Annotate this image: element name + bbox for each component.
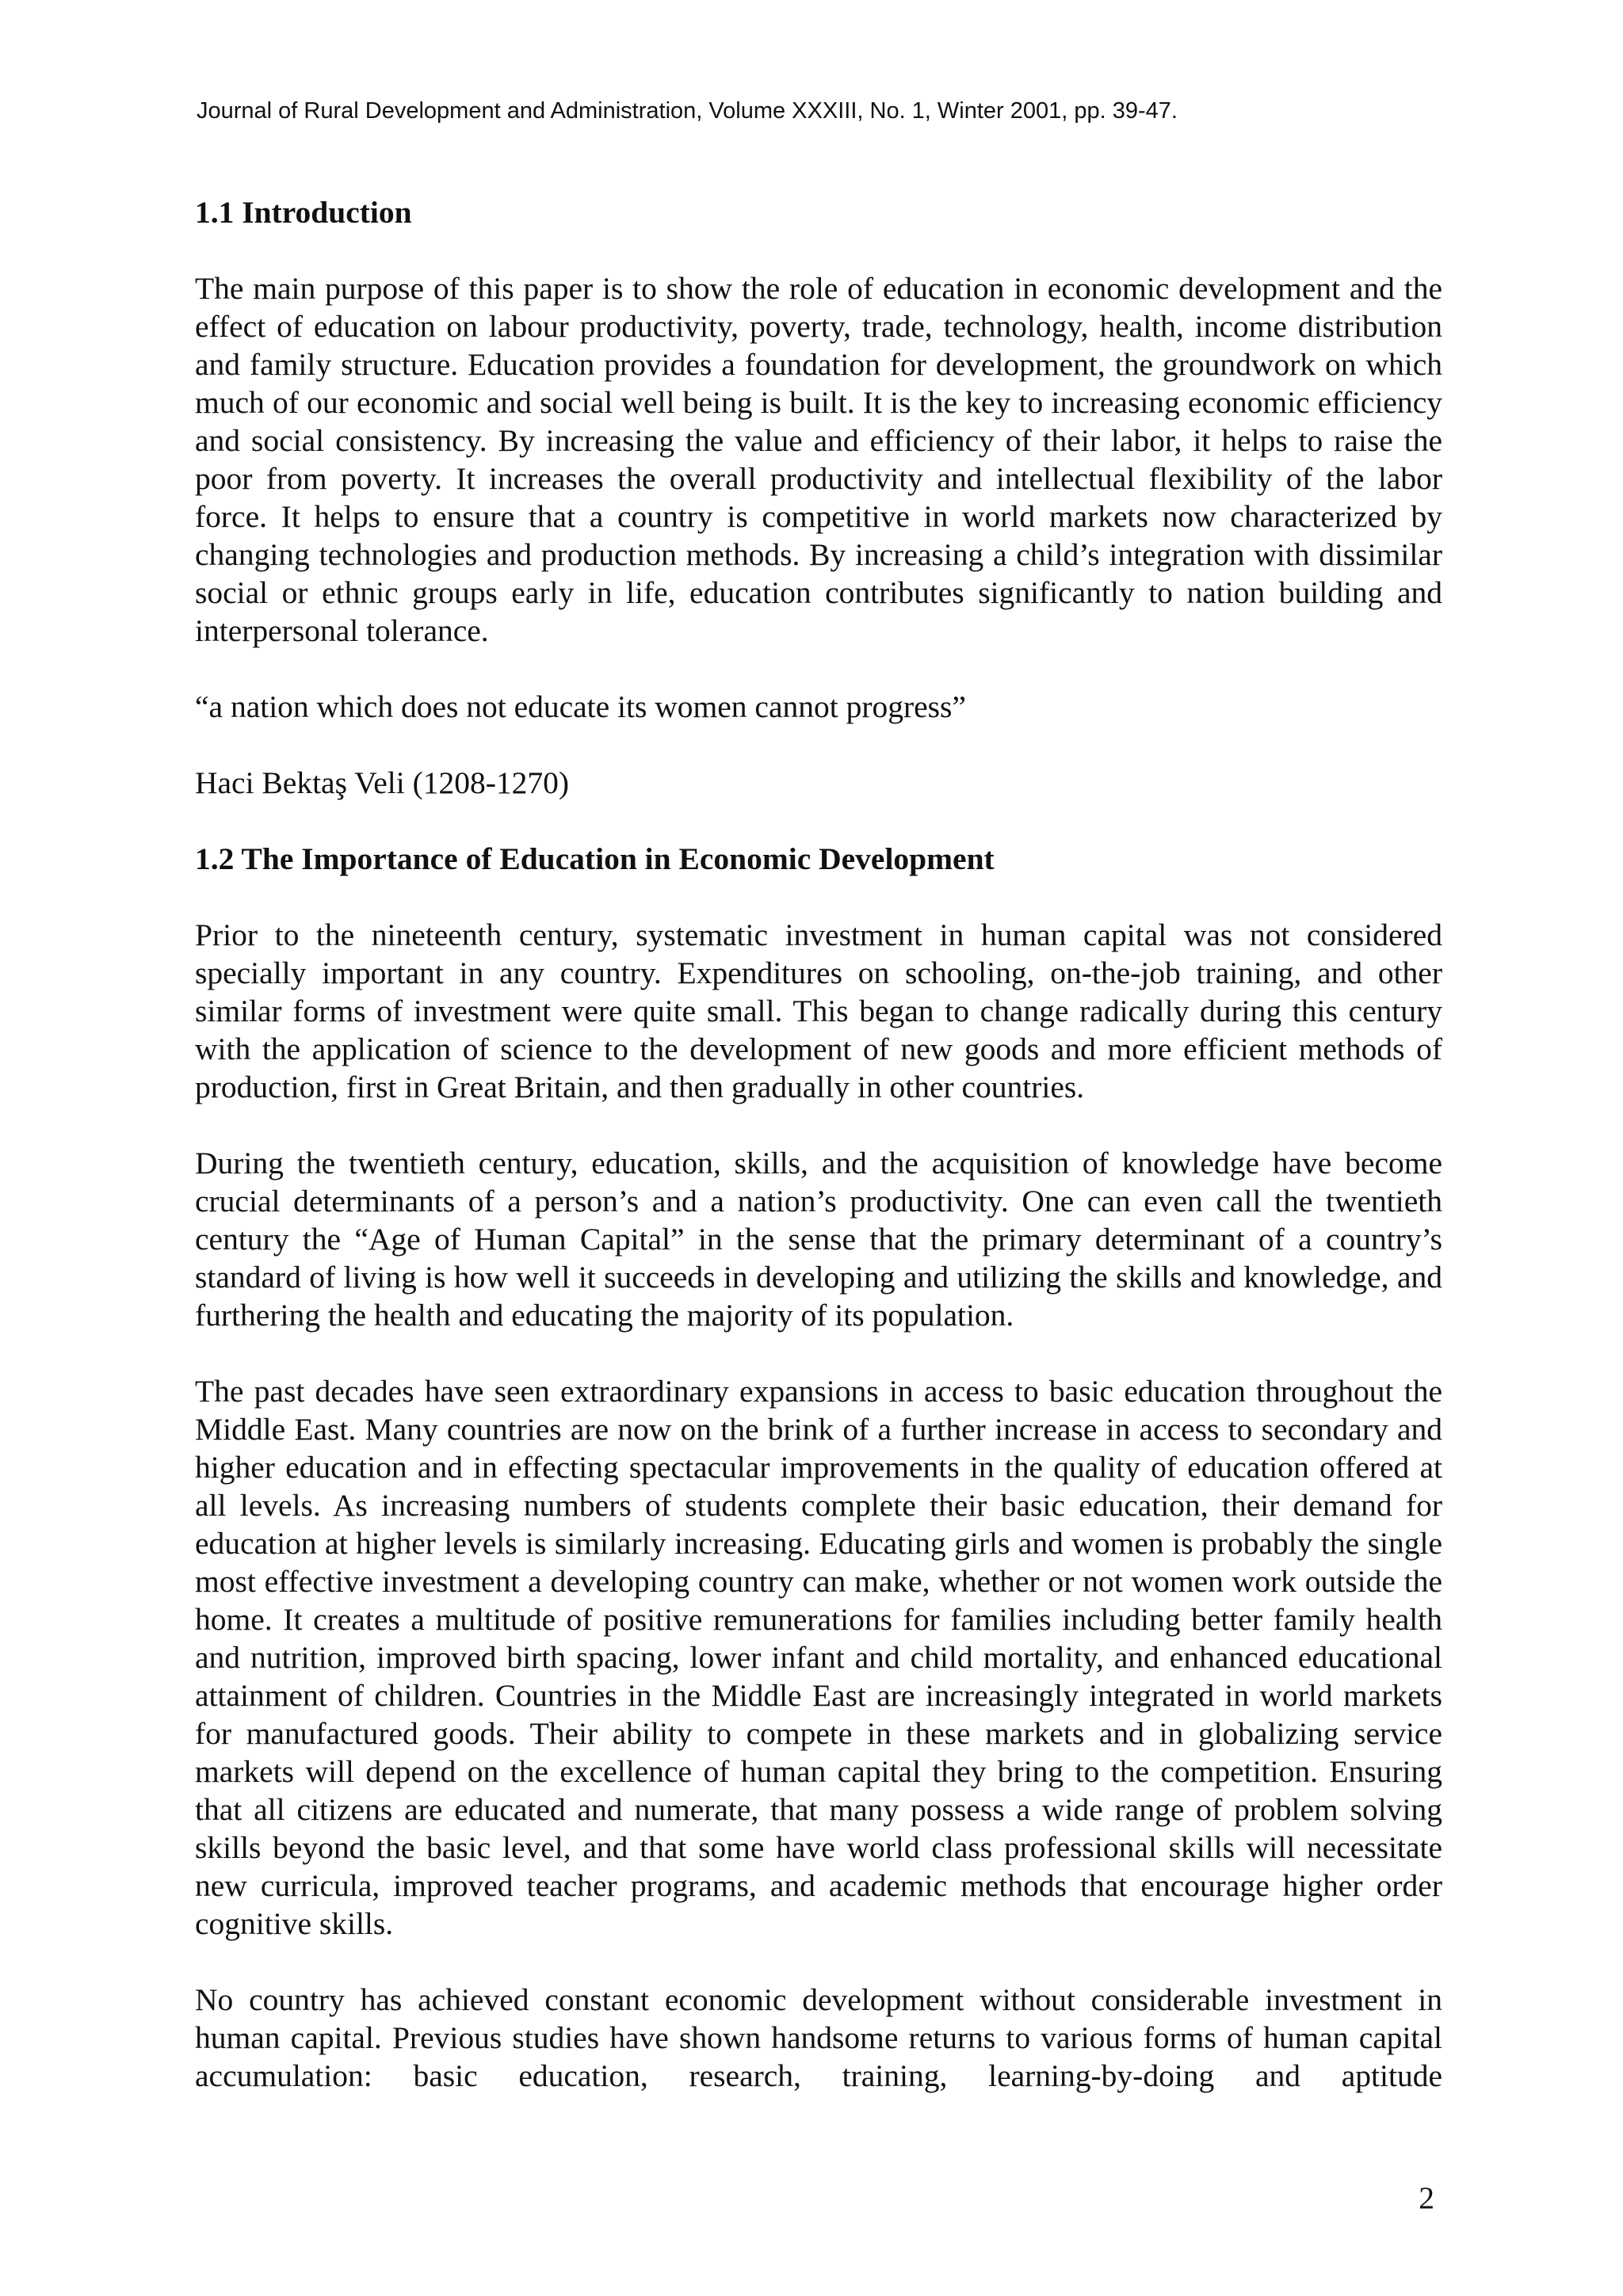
quote-attribution: Haci Bektaş Veli (1208-1270): [195, 765, 570, 800]
body-paragraph: No country has achieved constant economic development without considerable investment in human capital. Previous studies have shown handsome returns to various forms of human capital accumulation: basic education, research, training, learning-by-doing and aptitude: [195, 1982, 1442, 2093]
running-header: Journal of Rural Development and Administration, Volume XXXIII, No. 1, Winter 2001, pp. 39-47.: [197, 98, 1178, 124]
section-heading-introduction: 1.1 Introduction: [195, 195, 412, 230]
page-number: 2: [1419, 2180, 1434, 2215]
section-heading-importance: 1.2 The Importance of Education in Economic Development: [195, 841, 995, 876]
introduction-paragraph: The main purpose of this paper is to show the role of education in economic development and the effect of education on labour productivity, poverty, trade, technology, health, income distribution and family structure. Education provides a foundation for development, the groundwork on which much of our economic and social well being is built. It is the key to increasing economic efficiency and social consistency. By increasing the value and efficiency of their labor, it helps to raise the poor from poverty. It increases the overall productivity and intellectual flexibility of the labor force. It helps to ensure that a country is competitive in world markets now characterized by changing technologies and production methods. By increasing a child’s integration with dissimilar social or ethnic groups early in life, education contributes significantly to nation building and interpersonal tolerance.: [195, 271, 1442, 648]
page-body: [195, 193, 1442, 2133]
body-paragraph: During the twentieth century, education, skills, and the acquisition of knowledge have become crucial determinants of a person’s and a nation’s productivity. One can even call the twentieth century the “Age of Human Capital” in the sense that the primary determinant of a country’s standard of living is how well it succeeds in developing and utilizing the skills and knowledge, and furthering the health and educating the majority of its population.: [195, 1146, 1442, 1333]
body-paragraph: The past decades have seen extraordinary expansions in access to basic education throughout the Middle East. Many countries are now on the brink of a further increase in access to secondary and higher education and in effecting spectacular improvements in the quality of education offered at all levels. As increasing numbers of students complete their basic education, their demand for education at higher levels is similarly increasing. Educating girls and women is probably the single most effective investment a developing country can make, whether or not women work outside the home. It creates a multitude of positive remunerations for families including better family health and nutrition, improved birth spacing, lower infant and child mortality, and enhanced educational attainment of children. Countries in the Middle East are increasingly integrated in world markets for manufactured goods. Their ability to compete in these markets and in globalizing service markets will depend on the excellence of human capital they bring to the competition. Ensuring that all citizens are educated and numerate, that many possess a wide range of problem solving skills beyond the basic level, and that some have world class professional skills will necessitate new curricula, improved teacher programs, and academic methods that encourage higher order cognitive skills.: [195, 1374, 1442, 1941]
body-paragraph: Prior to the nineteenth century, systematic investment in human capital was not considered specially important in any country. Expenditures on schooling, on-the-job training, and other similar forms of investment were quite small. This began to change radically during this century with the application of science to the development of new goods and more efficient methods of production, first in Great Britain, and then gradually in other countries.: [195, 917, 1442, 1104]
epigraph-quote: “a nation which does not educate its women cannot progress”: [195, 689, 966, 724]
